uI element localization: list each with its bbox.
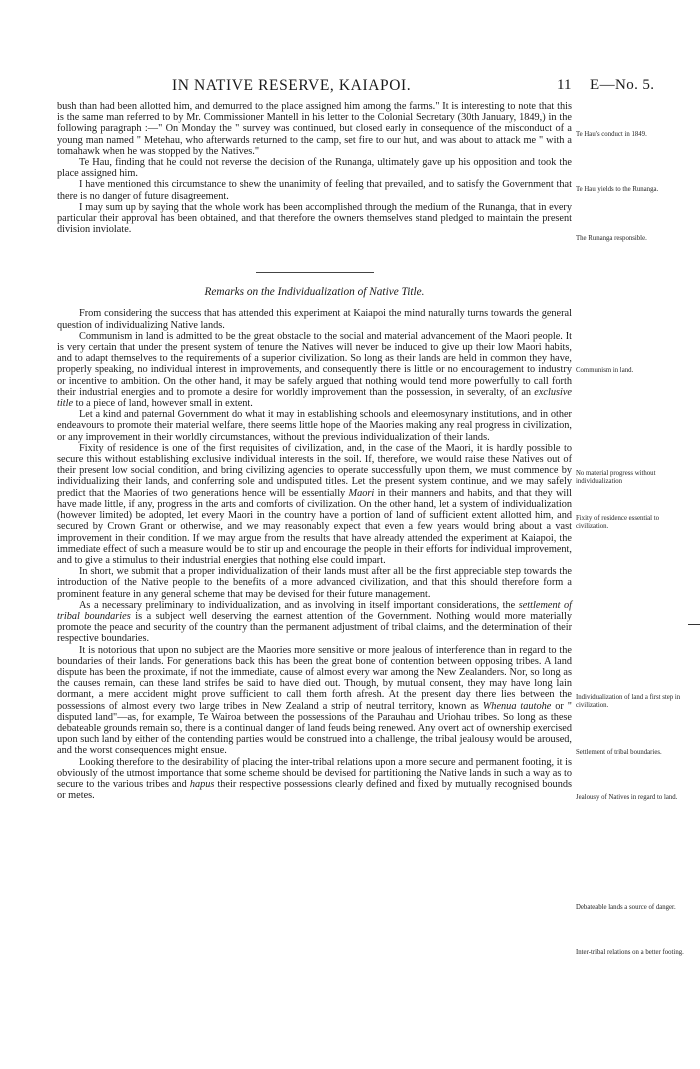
margin-notes	[576, 0, 688, 1069]
page-number: 11	[557, 77, 572, 93]
paragraph-considering: From considering the success that has attended this experiment at Kaiapoi the mind naturally turns towards the general question of individualizing Native lands.	[57, 308, 572, 331]
edge-mark	[688, 624, 700, 625]
emphasis-text: Whenua tautohe	[482, 700, 552, 712]
paragraph-te-hau: Te Hau, finding that he could not reverse the decision of the Runanga, ultimately gave up his opposition and took the place assigned him.	[57, 157, 572, 180]
paragraph-notorious: It is notorious that upon no subject are the Maories more sensitive or more jealous of interference than in regard to the boundaries of their lands. For generations back this has been the great bone of contention between opposing tribes. A land dispute has been the proximate, if not the immediate, cause of almost every war among the New Zealanders. Nor, so long as the causes remain, can these land strifes be said to have died out. Though, by mutual consent, they may have long lain dormant, a mere accident might prove sufficient to call them forth afresh. At the present day there lies between the possessions of almost every two large tribes in New Zealand a strip of neutral territory, known as Whenua tautohe or " disputed land"—as, for example, Te Wairoa between the possessions of the Parauhau and Uriohau tribes. So long as these debateable grounds remain so, there is a continual danger of land feuds being renewed. Any overt act of ownership exercised upon such land by either of the contending parties would be construed into a challenge, the tribal jealousy would be aroused, and the worst consequences might ensue.	[57, 644, 572, 757]
margin-note: Te Hau yields to the Runanga.	[576, 186, 659, 193]
paragraph-looking-therefore: Looking therefore to the desirability of placing the inter-tribal relations upon a more secure and permanent footing, it is obviously of the utmost importance that some scheme should be devised for partitioning the Native lands in such a way as to secure to the various tribes and hapus their respective possessions clearly defined and fixed by mutually recognised bounds or metes.	[57, 756, 572, 802]
margin-note: The Runanga responsible.	[576, 235, 647, 242]
margin-note: Fixity of residence essential to civilization.	[576, 515, 660, 530]
margin-note: Debateable lands a source of danger.	[576, 904, 676, 911]
margin-note: No material progress without individualization	[576, 470, 656, 485]
margin-note: Communism in land.	[576, 367, 634, 374]
paragraph-circumstance: I have mentioned this circumstance to shew the unanimity of feeling that prevailed, and to satisfy the Government that there is no danger of future disagreement.	[57, 179, 572, 202]
emphasis-text: hapus	[189, 778, 215, 790]
paragraph-fixity: Fixity of residence is one of the first requisites of civilization, and, in the case of the Maori, it is hardly possible to secure this without establishing exclusive individual interests in the soil. If, therefore, we would raise these Natives out of their present low social condition, and bring civilizing agencies to operate successfully upon them, we must commence by individualizing their lands, and conferring sole and undisputed titles. Let the present system continue, and we may safely predict that the Maories of two generations hence will be essentially Maori in their manners and habits, and that they will have made little, if any, progress in the arts and comforts of civilization. On the other hand, let a system of individualization (however limited) be adopted, let every Maori in the country have a portion of land of sufficient extent allotted him, and secured by Crown Grant or otherwise, and we may reasonably expect that even a few years would bring about a vast improvement in their condition. If we may argue from the results that have already attended the experiment at Kaiapoi, the immediate effect of such a measure would be to stir up and encourage the people in their efforts for individual improvement, and to give a stimulus to their industrial energies that nothing else could impart.	[57, 442, 572, 566]
running-title: IN NATIVE RESERVE, KAIAPOI.	[172, 77, 412, 94]
section-heading: Remarks on the Individualization of Native Title.	[204, 286, 425, 299]
margin-note: Individualization of land a first step in civilization.	[576, 694, 681, 709]
emphasis-text: Maori	[348, 487, 375, 499]
paragraph-continued: bush than had been allotted him, and demurred to the place assigned him among the farms." It is interesting to note that this is the same man referred to by Mr. Commissioner Mantell in his letter to the Colonial Secretary (30th January, 1849,) in the following paragraph :—" On Monday the " survey was continued, but closed early in consequence of the misconduct of a young man named " Metehau, who afterwards returned to the camp, set fire to our hut, and was about to attack me " with a tomahawk when he was stopped by the Natives."	[57, 101, 572, 157]
paragraph-sum-up: I may sum up by saying that the whole work has been accomplished through the medium of the Runanga, that in every particular their approval has been obtained, and that therefore the owners themselves stand pledged to maintain the present division inviolate.	[57, 201, 572, 236]
paragraph-preliminary: As a necessary preliminary to individualization, and as involving in itself important considerations, the settlement of tribal boundaries is a subject well deserving the earnest attention of the Government. Nothing would more materially promote the peace and security of the country than the permanent adjustment of tribal claims, and the determination of their respective boundaries.	[57, 599, 572, 645]
section-divider	[256, 272, 374, 273]
main-text	[57, 101, 572, 801]
margin-note: Inter-tribal relations on a better footing.	[576, 949, 684, 956]
paragraph-paternal-government: Let a kind and paternal Government do what it may in establishing schools and eleemosynary institutions, and in other endeavours to promote their material welfare, there seems little hope of the Maories making any real progress in civilization, or any improvement in their worldly circumstances, without the previous individualization of their lands.	[57, 409, 572, 443]
paper-reference: E—No. 5.	[590, 77, 655, 93]
emphasis-text: exclusive title	[57, 386, 572, 410]
margin-note: Settlement of tribal boundaries.	[576, 749, 662, 756]
paragraph-in-short: In short, we submit that a proper individualization of their lands must after all be the first appreciable step towards the introduction of the Native people to the benefits of a more advanced civilization, and that this should therefore form a prominent feature in any general scheme that may be devised for their future management.	[57, 566, 572, 600]
margin-note: Te Hau's conduct in 1849.	[576, 131, 647, 138]
paragraph-communism: Communism in land is admitted to be the great obstacle to the social and material advancement of the Maori people. It is very certain that under the present system of tenure the Natives will never be induced to give up their low Maori habits, and to adapt themselves to the requirements of a superior civilization. So long as their lands are held in common they have, properly speaking, no individual interest in improvements, and consequently there is little or no encouragement to industry or incentive to ambition. On the other hand, it may be safely argued that nothing would tend more powerfully to call forth their industrial energies and to promote a desire for worldly improvement than the possession, in severalty, of an exclusive title to a piece of land, however small in extent.	[57, 330, 572, 410]
emphasis-text: settlement of tribal boundaries	[57, 599, 572, 622]
margin-note: Jealousy of Natives in regard to land.	[576, 794, 678, 801]
